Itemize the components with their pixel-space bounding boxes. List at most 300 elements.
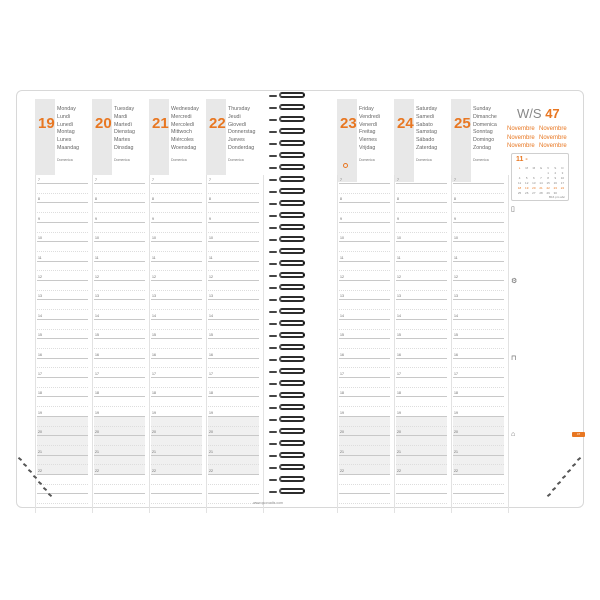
month-list: [507, 125, 571, 151]
hour-line[interactable]: [396, 406, 447, 407]
hour-line[interactable]: [94, 358, 145, 359]
hour-line[interactable]: [453, 251, 504, 252]
hour-line[interactable]: [37, 251, 88, 252]
mini-calendar-cell: 23: [553, 186, 557, 190]
hour-line[interactable]: [453, 367, 504, 368]
day-names: [473, 106, 497, 153]
hour-line[interactable]: [339, 387, 390, 388]
hour-line[interactable]: [151, 358, 202, 359]
hour-line[interactable]: [396, 222, 447, 223]
hour-label: 13: [38, 294, 42, 299]
hour-line[interactable]: [396, 348, 447, 349]
hour-line[interactable]: [453, 299, 504, 300]
hour-line[interactable]: [208, 445, 259, 446]
hour-line[interactable]: [151, 270, 202, 271]
hour-line[interactable]: [37, 280, 88, 281]
hour-line[interactable]: [151, 396, 202, 397]
mini-calendar-cell: G: [539, 166, 543, 170]
hour-line[interactable]: [339, 251, 390, 252]
hour-line[interactable]: [208, 474, 259, 475]
hour-line[interactable]: [37, 435, 88, 436]
hour-line[interactable]: [339, 290, 390, 291]
day-note-label: Domenica: [114, 158, 130, 162]
hour-line[interactable]: [396, 396, 447, 397]
hour-line[interactable]: [396, 455, 447, 456]
hour-line[interactable]: [151, 183, 202, 184]
hour-line[interactable]: [339, 202, 390, 203]
hour-line[interactable]: [37, 338, 88, 339]
hour-label: 7: [38, 178, 40, 182]
hour-line[interactable]: [339, 338, 390, 339]
hour-line[interactable]: [37, 241, 88, 242]
hour-line[interactable]: [339, 406, 390, 407]
hour-line[interactable]: [396, 493, 447, 494]
day-names: [228, 106, 255, 153]
week-tab: [572, 432, 585, 437]
hour-line[interactable]: [208, 261, 259, 262]
hour-label: 18: [340, 391, 344, 396]
spiral-coil: [279, 116, 305, 122]
hour-line[interactable]: [94, 455, 145, 456]
mini-calendar-cell: S: [554, 166, 557, 170]
spiral-coil: [279, 356, 305, 362]
hour-line[interactable]: [208, 406, 259, 407]
hour-line[interactable]: [396, 251, 447, 252]
hour-label: 8: [38, 197, 40, 202]
hour-line[interactable]: [453, 309, 504, 310]
hour-line[interactable]: [208, 358, 259, 359]
hour-line[interactable]: [339, 329, 390, 330]
hour-line[interactable]: [208, 193, 259, 194]
hour-line[interactable]: [94, 270, 145, 271]
hour-line[interactable]: [37, 193, 88, 194]
hour-label: 16: [397, 352, 401, 357]
hour-line[interactable]: [339, 261, 390, 262]
hour-line[interactable]: [37, 493, 88, 494]
hour-line[interactable]: [339, 299, 390, 300]
hour-line[interactable]: [208, 183, 259, 184]
hour-line[interactable]: [396, 474, 447, 475]
hour-line[interactable]: [37, 212, 88, 213]
spiral-coil: [279, 236, 305, 242]
day-name: Samedi: [416, 113, 434, 120]
hour-line[interactable]: [339, 222, 390, 223]
hour-line[interactable]: [453, 222, 504, 223]
hour-line[interactable]: [208, 464, 259, 465]
hour-line[interactable]: [339, 270, 390, 271]
hour-line[interactable]: [37, 445, 88, 446]
hour-line[interactable]: [453, 290, 504, 291]
hour-line[interactable]: [396, 299, 447, 300]
hour-line[interactable]: [453, 202, 504, 203]
hour-line[interactable]: [339, 358, 390, 359]
hour-line[interactable]: [151, 426, 202, 427]
hour-label: 18: [397, 391, 401, 396]
hour-line[interactable]: [208, 290, 259, 291]
hour-line[interactable]: [453, 212, 504, 213]
hour-line[interactable]: [37, 299, 88, 300]
hour-line[interactable]: [396, 387, 447, 388]
hour-line[interactable]: [208, 222, 259, 223]
hour-line[interactable]: [94, 503, 145, 504]
mini-calendar-cell: D: [561, 166, 564, 170]
hour-line[interactable]: [37, 396, 88, 397]
spiral-coil: [279, 284, 305, 290]
hour-line[interactable]: [37, 261, 88, 262]
hour-line[interactable]: [151, 474, 202, 475]
hour-label: 12: [340, 275, 344, 279]
hour-line[interactable]: [94, 319, 145, 320]
hour-line[interactable]: [339, 416, 390, 417]
hour-line[interactable]: [396, 280, 447, 281]
hour-line[interactable]: [94, 396, 145, 397]
hour-line[interactable]: [151, 299, 202, 300]
hour-line[interactable]: [208, 493, 259, 494]
hour-line[interactable]: [151, 348, 202, 349]
hour-line[interactable]: [339, 348, 390, 349]
hour-line[interactable]: [339, 396, 390, 397]
hour-line[interactable]: [94, 261, 145, 262]
hour-label: 15: [340, 333, 344, 338]
hour-line[interactable]: [339, 484, 390, 485]
hour-line[interactable]: [453, 377, 504, 378]
hour-line[interactable]: [151, 503, 202, 504]
hour-line[interactable]: [151, 232, 202, 233]
hour-line[interactable]: [208, 426, 259, 427]
hour-label: 12: [209, 275, 213, 279]
hour-line[interactable]: [151, 329, 202, 330]
hour-line[interactable]: [94, 377, 145, 378]
hour-line[interactable]: [37, 348, 88, 349]
hour-line[interactable]: [453, 426, 504, 427]
hour-line[interactable]: [151, 387, 202, 388]
hour-line[interactable]: [94, 435, 145, 436]
hour-line[interactable]: [339, 377, 390, 378]
hour-line[interactable]: [453, 484, 504, 485]
hour-line[interactable]: [94, 241, 145, 242]
hour-line[interactable]: [453, 387, 504, 388]
hour-line[interactable]: [151, 416, 202, 417]
hour-line[interactable]: [453, 435, 504, 436]
hour-line[interactable]: [94, 222, 145, 223]
hour-line[interactable]: [453, 261, 504, 262]
hour-line[interactable]: [208, 232, 259, 233]
hour-line[interactable]: [151, 367, 202, 368]
hour-line[interactable]: [453, 232, 504, 233]
hour-line[interactable]: [37, 309, 88, 310]
hour-line[interactable]: [453, 329, 504, 330]
hour-line[interactable]: [396, 232, 447, 233]
hour-label: 9: [397, 216, 399, 221]
hour-line[interactable]: [94, 338, 145, 339]
hour-label: 9: [209, 216, 211, 221]
hour-line[interactable]: [94, 387, 145, 388]
mini-calendar-cell: 14: [539, 181, 543, 185]
hour-line[interactable]: [151, 493, 202, 494]
hour-line[interactable]: [208, 202, 259, 203]
hour-line[interactable]: [94, 329, 145, 330]
hour-line[interactable]: [151, 290, 202, 291]
hour-line[interactable]: [396, 338, 447, 339]
hour-line[interactable]: [151, 484, 202, 485]
hour-line[interactable]: [339, 455, 390, 456]
hour-line[interactable]: [208, 455, 259, 456]
hour-line[interactable]: [453, 474, 504, 475]
hour-line[interactable]: [453, 193, 504, 194]
spiral-coil: [279, 272, 305, 278]
mini-calendar-cell: 11: [518, 181, 522, 185]
day-name: Saturday: [416, 106, 438, 112]
hour-line[interactable]: [37, 290, 88, 291]
hour-line[interactable]: [37, 464, 88, 465]
hour-line[interactable]: [94, 212, 145, 213]
hour-line[interactable]: [151, 261, 202, 262]
hour-line[interactable]: [151, 319, 202, 320]
hour-line[interactable]: [396, 270, 447, 271]
hour-line[interactable]: [37, 358, 88, 359]
hour-line[interactable]: [339, 435, 390, 436]
hour-line[interactable]: [396, 358, 447, 359]
hour-line[interactable]: [453, 358, 504, 359]
hour-line[interactable]: [396, 183, 447, 184]
hour-line[interactable]: [37, 377, 88, 378]
hour-line[interactable]: [208, 435, 259, 436]
hour-line[interactable]: [208, 503, 259, 504]
hour-line[interactable]: [94, 290, 145, 291]
spiral-coil: [279, 296, 305, 302]
hour-line[interactable]: [94, 309, 145, 310]
hour-line[interactable]: [208, 299, 259, 300]
hour-line[interactable]: [208, 319, 259, 320]
spiral-coil: [279, 476, 305, 482]
day-name: Sonntag: [473, 129, 493, 136]
hour-line[interactable]: [208, 377, 259, 378]
hour-line[interactable]: [208, 416, 259, 417]
hour-line[interactable]: [453, 280, 504, 281]
hour-line[interactable]: [339, 212, 390, 213]
hour-line[interactable]: [151, 241, 202, 242]
hour-line[interactable]: [453, 445, 504, 446]
hour-line[interactable]: [396, 309, 447, 310]
hour-label: 12: [152, 275, 156, 279]
hour-line[interactable]: [151, 251, 202, 252]
hour-line[interactable]: [94, 416, 145, 417]
hour-line[interactable]: [339, 367, 390, 368]
hour-line[interactable]: [151, 406, 202, 407]
day-name: Tuesday: [114, 106, 135, 112]
hour-line[interactable]: [396, 435, 447, 436]
hour-line[interactable]: [94, 493, 145, 494]
hour-line[interactable]: [94, 426, 145, 427]
hour-line[interactable]: [396, 484, 447, 485]
hour-line[interactable]: [396, 416, 447, 417]
hour-line[interactable]: [37, 367, 88, 368]
hour-line[interactable]: [453, 503, 504, 504]
hour-line[interactable]: [151, 455, 202, 456]
hour-line[interactable]: [94, 193, 145, 194]
hour-line[interactable]: [208, 396, 259, 397]
hour-line[interactable]: [151, 377, 202, 378]
hour-line[interactable]: [339, 280, 390, 281]
day-name: Samstag: [416, 129, 437, 136]
hour-line[interactable]: [339, 426, 390, 427]
spiral-coil: [279, 248, 305, 254]
hour-line[interactable]: [151, 202, 202, 203]
hour-line[interactable]: [151, 464, 202, 465]
hour-line[interactable]: [94, 232, 145, 233]
hour-line[interactable]: [94, 406, 145, 407]
hour-line[interactable]: [37, 270, 88, 271]
spiral-coil: [279, 224, 305, 230]
hour-line[interactable]: [453, 396, 504, 397]
mini-calendar-cell: M: [525, 166, 528, 170]
hour-line[interactable]: [396, 241, 447, 242]
hour-line[interactable]: [151, 445, 202, 446]
mini-calendar-grid: [516, 166, 566, 196]
mini-calendar-cell: 19: [525, 186, 529, 190]
spiral-coil: [279, 128, 305, 134]
hour-line[interactable]: [37, 503, 88, 504]
spiral-coil: [279, 188, 305, 194]
hour-line[interactable]: [37, 484, 88, 485]
month-label: Novembre: [539, 126, 567, 132]
hour-line[interactable]: [37, 183, 88, 184]
hour-label: 18: [209, 391, 213, 396]
hour-line[interactable]: [208, 212, 259, 213]
hour-line[interactable]: [208, 329, 259, 330]
hour-label: 22: [209, 469, 213, 473]
hour-line[interactable]: [37, 232, 88, 233]
hour-line[interactable]: [339, 232, 390, 233]
day-name: Zaterdag: [416, 144, 438, 151]
hour-line[interactable]: [339, 183, 390, 184]
hour-line[interactable]: [151, 193, 202, 194]
hour-line[interactable]: [94, 183, 145, 184]
hour-line[interactable]: [151, 435, 202, 436]
hour-line[interactable]: [396, 367, 447, 368]
hour-line[interactable]: [453, 406, 504, 407]
hour-line[interactable]: [396, 261, 447, 262]
hour-line[interactable]: [37, 329, 88, 330]
hour-line[interactable]: [396, 290, 447, 291]
hour-line[interactable]: [453, 270, 504, 271]
hour-line[interactable]: [339, 445, 390, 446]
hour-line[interactable]: [37, 406, 88, 407]
spiral-coil: [279, 488, 305, 494]
hour-line[interactable]: [396, 212, 447, 213]
hour-line[interactable]: [37, 319, 88, 320]
hour-label: 19: [454, 410, 458, 415]
hour-line[interactable]: [151, 212, 202, 213]
hour-line[interactable]: [453, 241, 504, 242]
hour-line[interactable]: [396, 202, 447, 203]
hour-label: 10: [397, 236, 401, 241]
hour-line[interactable]: [208, 270, 259, 271]
hour-line[interactable]: [94, 348, 145, 349]
hour-label: 18: [454, 391, 458, 396]
hour-line[interactable]: [396, 319, 447, 320]
hour-line[interactable]: [37, 455, 88, 456]
hour-line[interactable]: [37, 387, 88, 388]
hour-line[interactable]: [208, 241, 259, 242]
hour-line[interactable]: [339, 493, 390, 494]
hour-line[interactable]: [453, 493, 504, 494]
hour-line[interactable]: [453, 338, 504, 339]
hour-line[interactable]: [396, 193, 447, 194]
hour-line[interactable]: [94, 367, 145, 368]
spiral-coil: [279, 308, 305, 314]
hour-line[interactable]: [94, 484, 145, 485]
mini-calendar-cell: 13: [532, 181, 536, 185]
hour-line[interactable]: [37, 202, 88, 203]
day-name: Dienstag: [114, 129, 135, 136]
hour-line[interactable]: [339, 319, 390, 320]
hour-line[interactable]: [453, 464, 504, 465]
hour-line[interactable]: [453, 183, 504, 184]
hour-line[interactable]: [453, 416, 504, 417]
hour-line[interactable]: [37, 426, 88, 427]
hour-line[interactable]: [339, 464, 390, 465]
hour-line[interactable]: [94, 474, 145, 475]
hour-line[interactable]: [208, 387, 259, 388]
hour-line[interactable]: [151, 338, 202, 339]
hour-line[interactable]: [37, 222, 88, 223]
hour-line[interactable]: [94, 299, 145, 300]
hour-label: 8: [397, 197, 399, 202]
hour-line[interactable]: [396, 426, 447, 427]
hour-line[interactable]: [396, 464, 447, 465]
hour-line[interactable]: [396, 377, 447, 378]
hour-line[interactable]: [208, 484, 259, 485]
column-separator: [35, 175, 36, 513]
hour-label: 7: [454, 178, 456, 182]
hour-line[interactable]: [339, 309, 390, 310]
hour-line[interactable]: [151, 309, 202, 310]
hour-line[interactable]: [453, 319, 504, 320]
hour-label: 21: [38, 449, 42, 454]
hour-line[interactable]: [396, 445, 447, 446]
hour-line[interactable]: [453, 348, 504, 349]
hour-line[interactable]: [151, 280, 202, 281]
hour-line[interactable]: [37, 474, 88, 475]
hour-line[interactable]: [208, 280, 259, 281]
hour-line[interactable]: [339, 193, 390, 194]
hour-line[interactable]: [37, 416, 88, 417]
hour-line[interactable]: [208, 251, 259, 252]
hour-label: 11: [152, 255, 156, 260]
hour-line[interactable]: [339, 474, 390, 475]
hour-label: 19: [152, 410, 156, 415]
hour-line[interactable]: [208, 309, 259, 310]
hour-line[interactable]: [396, 503, 447, 504]
hour-line[interactable]: [208, 348, 259, 349]
hour-line[interactable]: [94, 464, 145, 465]
hour-line[interactable]: [396, 329, 447, 330]
hour-line[interactable]: [208, 338, 259, 339]
hour-line[interactable]: [453, 455, 504, 456]
hour-line[interactable]: [94, 280, 145, 281]
hour-line[interactable]: [151, 222, 202, 223]
hour-line[interactable]: [94, 445, 145, 446]
hour-label: 17: [340, 372, 344, 376]
hour-line[interactable]: [94, 251, 145, 252]
hour-line[interactable]: [94, 202, 145, 203]
footer-url: www.quovadis.com: [253, 501, 283, 505]
day-name: Domenica: [473, 121, 497, 128]
hour-line[interactable]: [339, 503, 390, 504]
hour-line[interactable]: [339, 241, 390, 242]
hour-line[interactable]: [208, 367, 259, 368]
